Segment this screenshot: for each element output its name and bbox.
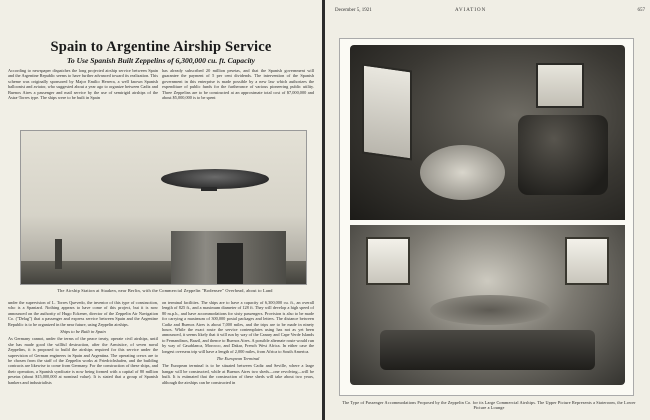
page-number: 657 [637, 8, 645, 13]
paragraph: under the supervision of L. Torres Quevedo, the inventor of this type of construction, who is a Spaniard. Nothing appears to have come of this project, but it is now announced on the authority of Hugo Eckener, director of the Zeppelin Air Navigation Co. ("Delag") that a passenger and express service between Spain and the Argentine Republic is to be organized in the near future, using Zeppelin airships. [8, 300, 158, 327]
lounge-window [565, 237, 609, 285]
photo-caption-left: The Airship Station at Staaken, near Berlin, with the Commercial Zeppelin "Bodensee" Overhead, about to Land [57, 288, 273, 293]
stateroom-window [536, 63, 584, 108]
hangar-door [217, 243, 243, 285]
text-column-left-bottom [8, 300, 158, 420]
airship-station-photo [20, 130, 307, 285]
interior-photos [339, 38, 634, 396]
paragraph: on terminal facilities. The ships are to have a capacity of 6,300,000 cu. ft., an overall length of 825 ft., and a maximum diameter of 128 ft. They will develop a high speed of 80 m.p.h., and have accommodations for sixty passengers. Provision is also to be made for carrying a maximum of 300,000 postal packages and letters. The distance between Cadiz and Buenos Aires is about 7,000 miles, and the trips are to be made in ninety hours. While the exact route the service contemplates using has not as yet been announced, it seems likely that it will run by way of the Canary and Cape Verde Islands to Fernandinos, Brazil, and thence to Buenos Aires. A possible alternate route would run by way of Casablanca, Morocco, and Dakar, French West Africa. In either case the longest overseas trip will have a length of 2,000 miles, from Africa to South America. [162, 300, 314, 354]
stateroom-table [420, 145, 505, 200]
left-page [0, 0, 322, 420]
text-column-left-top: According to newspaper dispatches the long projected airship service between Spain and the Argentine Republic seems to have further advanced toward its realization. This scheme was originally sponsored by Major Emilio Herrera, a well known Spanish balloonist and aviator, who suggested about a year ago to organize between Cadiz and Buenos Aires a passenger and mail service by the use of semirigid airships of the Astra-Torres type. The ships were to be built in Spain [8, 68, 158, 101]
lounge-window [366, 237, 410, 285]
text-column-right-top: has already subscribed 20 million pesetas, and that the Spanish government will guarantee the payment of 5 per cent dividends. The intervention of the Spanish government in this enterprise is made possible by a new law which authorizes the expenditure of public funds for the furtherance of various pioneering public utility. Three Zeppelins are to be constructed at an approximate total cost of $7,000,000 and about $5,000,000 is to be spent [162, 68, 314, 101]
stateroom-window [362, 63, 412, 160]
zeppelin-gondola [201, 187, 217, 191]
journal-title: AVIATION [455, 8, 487, 13]
section-heading: Ships to be Built in Spain [60, 329, 106, 335]
article-subhead: To Use Spanish Built Zeppelins of 6,300,000 cu. ft. Capacity [66, 56, 256, 65]
stateroom-photo [350, 45, 625, 220]
stateroom-bed [518, 115, 608, 195]
lounge-sofa [380, 330, 595, 370]
paragraph: The European terminal is to be situated between Cadiz and Seville, where a large hangar will be constructed, while at Buenos Aires two sheds—one revolving—will be built. It is estimated that the construction of these sheds will take about two years, although the airships can be constructed in [162, 363, 314, 385]
text-column-right-bottom [162, 300, 314, 420]
paragraph: As Germany cannot, under the terms of the peace treaty, operate civil airships, until she has made good the willful destruction, after the Armistice, of seven naval Zeppelins, it is proposed to build the airships required for this service under the supervision of German engineers in Spain and Argentina. The operating crews are to be chosen from the staff of the Zeppelin works at Friedrichshafen, and the building contracts are likewise to come from Germany. For the construction of these ships, and their operation, a Spanish syndicate is now being formed with a capital of 80 million pesetas (about $15,000,000 at nominal value). It is stated that a group of Spanish bankers and industrialists [8, 336, 158, 385]
zeppelin-airship [161, 169, 269, 189]
article-headline: Spain to Argentine Airship Service [50, 39, 272, 55]
photo-caption-right: The Type of Passenger Accommodations Proposed by the Zeppelin Co. for its Large Commercial Airships. The Upper Picture Represents a Stateroom, the Lower Picture a Lounge [342, 400, 636, 411]
section-heading: The European Terminal [216, 356, 260, 362]
mooring-tower [55, 239, 62, 269]
issue-date: December 5, 1921 [335, 8, 372, 13]
right-page [325, 0, 650, 420]
lounge-photo [350, 225, 625, 385]
lounge-rug [430, 295, 550, 325]
